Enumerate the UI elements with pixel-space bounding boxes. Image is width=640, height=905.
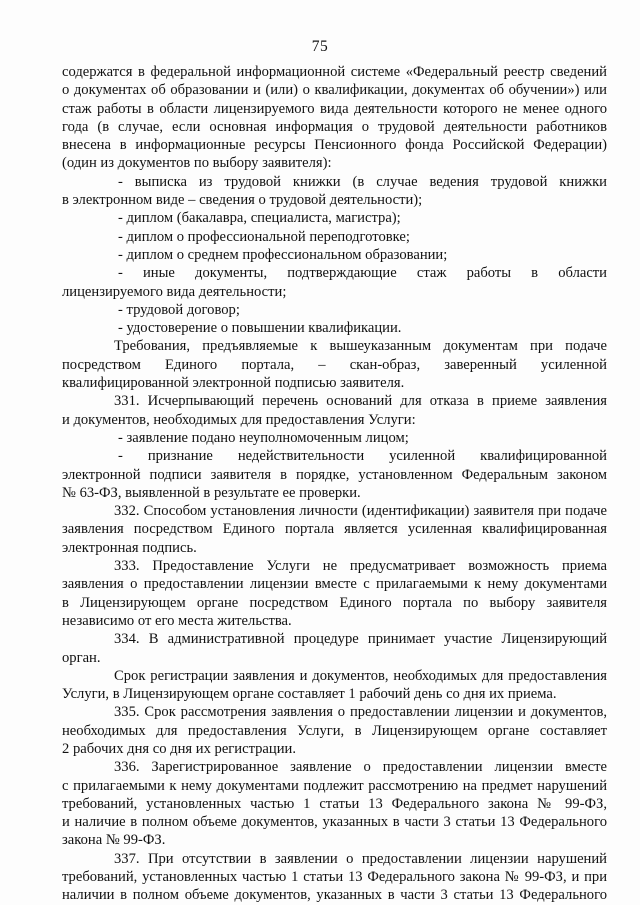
text-line: квалифицированной электронной подписью заявителя. <box>62 375 405 392</box>
text-line: - заявление подано неуполномоченным лицом; <box>118 429 409 446</box>
text-line: - признание недействительности усиленной квалифицированной <box>118 448 607 465</box>
text-line: независимо от его места жительства. <box>62 612 292 629</box>
text-line: необходимых для предоставления Услуги, в Лицензирующем органе составляет <box>62 722 607 739</box>
text-line: 333. Предоставление Услуги не предусматривает возможность приема <box>114 558 607 575</box>
text-line: с прилагаемыми к нему документами подлежит рассмотрению на предмет нарушений <box>62 777 607 794</box>
text-line: содержатся в федеральной информационной системе «Федеральный реестр сведений <box>62 64 607 80</box>
document-body <box>62 63 607 905</box>
text-line: 337. При отсутствии в заявлении о предоставлении лицензии нарушений <box>114 850 607 867</box>
text-line: 332. Способом установления личности (идентификации) заявителя при подаче <box>114 503 607 520</box>
text-line: электронной подписи заявителя в порядке, установленном Федеральным законом <box>62 466 607 483</box>
text-line: № 63-ФЗ, выявленной в результате ее проверки. <box>62 484 361 501</box>
text-line: заявления посредством Единого портала является усиленная квалифицированная <box>62 521 607 538</box>
text-line: 331. Исчерпывающий перечень оснований для отказа в приеме заявления <box>114 393 607 410</box>
text-line: в Лицензирующем органе посредством Единого портала по выбору заявителя <box>62 594 607 611</box>
text-line: лицензируемого вида деятельности; <box>62 283 287 300</box>
text-line: и наличие в полном объеме документов, указанных в части 3 статьи 13 Федерального <box>62 814 607 831</box>
text-line: 335. Срок рассмотрения заявления о предоставлении лицензии и документов, <box>114 704 607 721</box>
text-line: - выписка из трудовой книжки (в случае ведения трудовой книжки <box>118 173 607 190</box>
text-line: требований, установленных частью 1 статьи 13 Федерального закона № 99-ФЗ, <box>62 795 607 812</box>
text-line: орган. <box>62 649 101 666</box>
text-line: электронная подпись. <box>62 539 197 556</box>
text-line: в электронном виде – сведения о трудовой деятельности); <box>62 192 423 209</box>
text-line: - удостоверение о повышении квалификации. <box>118 320 402 337</box>
text-line: посредством Единого портала, – скан-образ, заверенный усиленной <box>62 356 607 373</box>
text-line: 2 рабочих дня со дня их регистрации. <box>62 740 296 757</box>
page-number: 75 <box>311 38 329 55</box>
text-line: закона № 99-ФЗ. <box>62 832 166 849</box>
text-line: (один из документов по выбору заявителя): <box>62 155 332 172</box>
text-line: стаж работы в области лицензируемого вида деятельности которого не менее одного <box>62 100 607 117</box>
text-line: Услуги, в Лицензирующем органе составляет 1 рабочий день со дня их приема. <box>62 686 557 703</box>
text-line: года (в случае, если основная информация о трудовой деятельности работников <box>62 118 607 135</box>
text-line: и документов, необходимых для предоставления Услуги: <box>62 411 416 428</box>
text-line: - диплом (бакалавра, специалиста, магистра); <box>118 210 401 227</box>
text-line: 334. В административной процедуре принимает участие Лицензирующий <box>114 631 607 648</box>
text-line: - диплом о среднем профессиональном образовании; <box>118 246 448 263</box>
text-line: Требования, предъявляемые к вышеуказанным документам при подаче <box>114 338 607 355</box>
text-line: о документах об образовании и (или) о квалификации, документах об обучении») или <box>62 82 607 99</box>
text-line: Срок регистрации заявления и документов, необходимых для предоставления <box>114 667 607 684</box>
text-line: наличии в полном объеме документов, указанных в части 3 статьи 13 Федерального <box>62 887 607 904</box>
text-line: внесена в информационные ресурсы Пенсионного фонда Российской Федерации) <box>62 137 607 154</box>
text-line: - трудовой договор; <box>118 301 240 318</box>
text-line: требований, установленных частью 1 статьи 13 Федерального закона № 99-ФЗ, и при <box>62 869 607 886</box>
text-line: - иные документы, подтверждающие стаж работы в области <box>118 265 607 282</box>
text-line: заявления о предоставлении лицензии вместе с прилагаемыми к нему документами <box>62 576 607 593</box>
text-line: - диплом о профессиональной переподготовке; <box>118 228 410 245</box>
text-line: 336. Зарегистрированное заявление о предоставлении лицензии вместе <box>114 759 607 776</box>
